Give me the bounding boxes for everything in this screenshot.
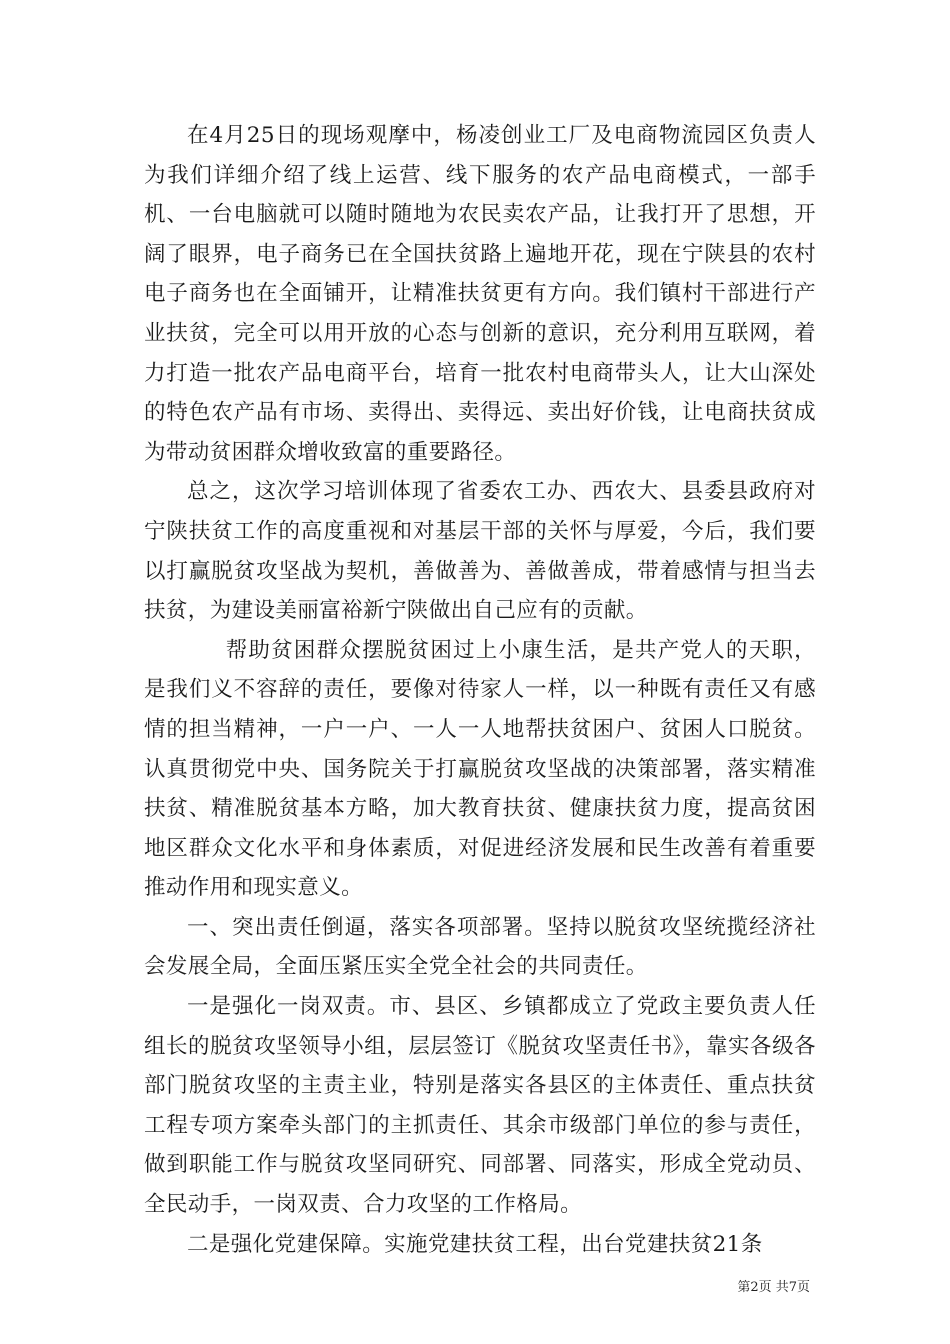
paragraph-poverty-duty: 帮助贫困群众摆脱贫困过上小康生活，是共产党人的天职，是我们义不容辞的责任，要像对待家人一样，以一种既有责任又有感情的担当精神，一户一户、一人一人地帮扶贫困户、贫困人口脱贫。认真贯彻党中央、国务院关于打赢脱贫攻坚战的决策部署，落实精准扶贫、精准脱贫基本方略，加大教育扶贫、健康扶贫力度，提高贫困地区群众文化水平和身体素质，对促进经济发展和民生改善有着重要推动作用和现实意义。 — [144, 637, 816, 901]
paragraph-training-summary: 总之，这次学习培训体现了省委农工办、西农大、县委县政府对宁陕扶贫工作的高度重视和对基层干部的关怀与厚爱，今后，我们要以打赢脱贫攻坚战为契机，善做善为、善做善成，带着感情与担当去扶贫，为建设美丽富裕新宁陕做出自己应有的贡献。 — [144, 479, 816, 624]
paragraph-section-one-heading: 一、突出责任倒逼，落实各项部署。坚持以脱贫攻坚统揽经济社会发展全局，全面压紧压实全党全社会的共同责任。 — [144, 914, 816, 980]
paragraph-dual-responsibility: 一是强化一岗双责。市、县区、乡镇都成立了党政主要负责人任组长的脱贫攻坚领导小组，层层签订《脱贫攻坚责任书》，靠实各级各部门脱贫攻坚的主责主业，特别是落实各县区的主体责任、重点扶贫工程专项方案牵头部门的主抓责任、其余市级部门单位的参与责任，做到职能工作与脱贫攻坚同研究、同部署、同落实，形成全党动员、全民动手，一岗双责、合力攻坚的工作格局。 — [144, 994, 816, 1218]
paragraph-ecommerce-visit: 在4月25日的现场观摩中，杨凌创业工厂及电商物流园区负责人为我们详细介绍了线上运营、线下服务的农产品电商模式，一部手机、一台电脑就可以随时随地为农民卖农产品，让我打开了思想，开阔了眼界，电子商务已在全国扶贫路上遍地开花，现在宁陕县的农村电子商务也在全面铺开，让精准扶贫更有方向。我们镇村干部进行产业扶贫，完全可以用开放的心态与创新的意识，充分利用互联网，着力打造一批农产品电商平台，培育一批农村电商带头人，让大山深处的特色农产品有市场、卖得出、卖得远、卖出好价钱，让电商扶贫成为带动贫困群众增收致富的重要路径。 — [144, 123, 816, 465]
paragraph-party-building: 二是强化党建保障。实施党建扶贫工程，出台党建扶贫21条 — [187, 1231, 763, 1257]
page-number: 第2页 共7页 — [737, 1280, 810, 1295]
document-body — [144, 116, 816, 1264]
